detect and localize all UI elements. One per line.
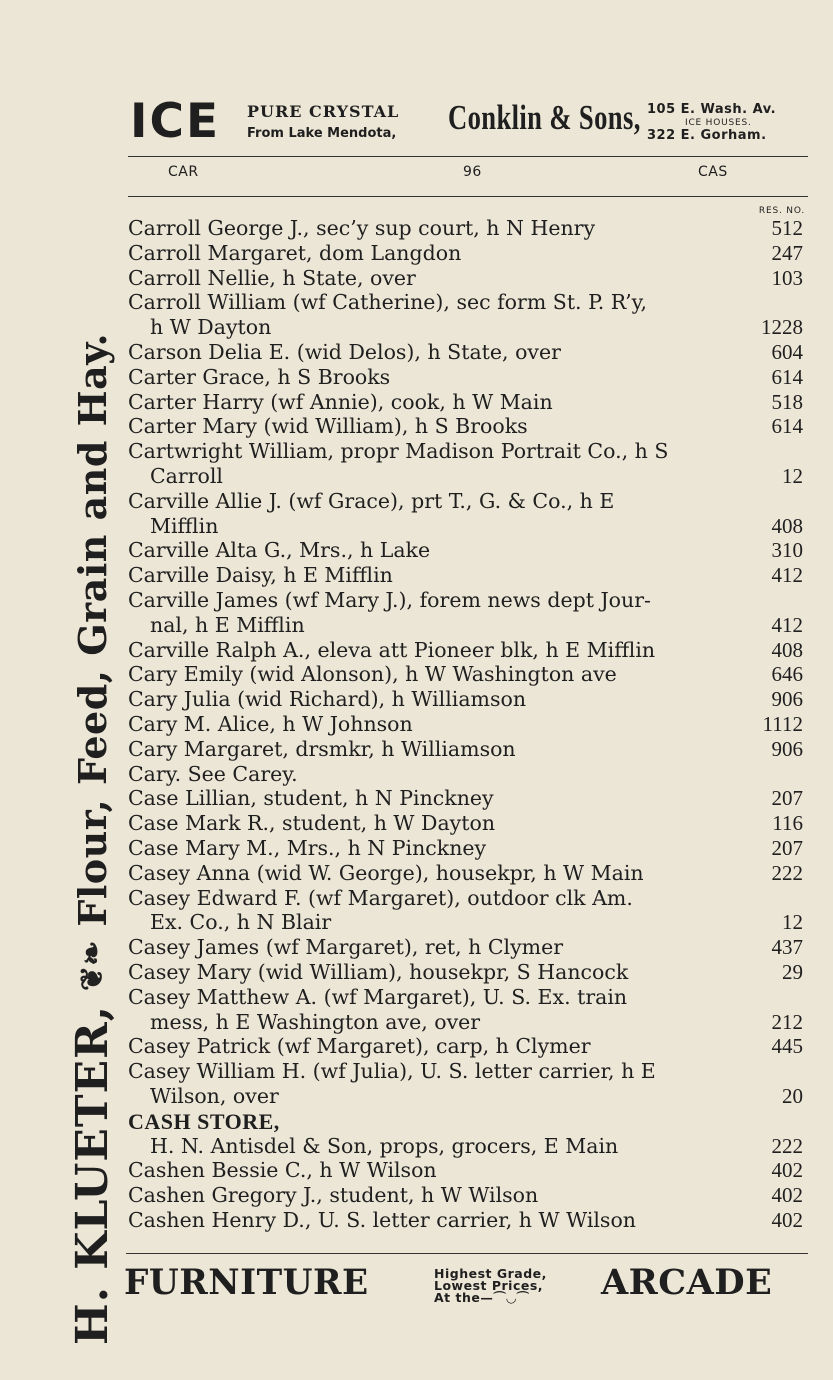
residence-number: 247 xyxy=(771,240,803,265)
entry-name: Carroll William (wf Catherine), sec form St. P. R’y, xyxy=(128,290,647,315)
ice-houses-label: ICE HOUSES. xyxy=(685,118,752,128)
directory-row xyxy=(0,340,833,365)
entry-name: Carville James (wf Mary J.), forem news dept Jour- xyxy=(128,588,651,612)
directory-row xyxy=(0,390,833,415)
directory-row xyxy=(0,1084,833,1109)
directory-row xyxy=(0,563,833,588)
residence-number: 1228 xyxy=(761,315,803,340)
residence-number: 222 xyxy=(771,1133,803,1158)
entry-name: Casey James (wf Margaret), ret, h Clymer xyxy=(128,935,564,960)
res-no-label: RES. NO. xyxy=(758,206,805,216)
furniture-headline: FURNITURE xyxy=(124,1262,369,1303)
directory-row xyxy=(0,786,833,811)
directory-row xyxy=(0,538,833,563)
residence-number: 412 xyxy=(771,612,803,637)
entry-name: Cashen Henry D., U. S. letter carrier, h W Wilson xyxy=(128,1208,636,1232)
entry-name: Carroll Nellie, h State, over xyxy=(128,265,416,290)
residence-number: 646 xyxy=(771,662,803,687)
entry-name: Casey Patrick (wf Margaret), carp, h Clymer xyxy=(128,1034,591,1059)
directory-row xyxy=(0,1183,833,1208)
ornament-icon: ❦❧ xyxy=(74,940,110,991)
directory-row xyxy=(0,1134,833,1159)
residence-number: 103 xyxy=(771,265,803,290)
residence-number: 20 xyxy=(782,1084,803,1108)
directory-row xyxy=(0,1010,833,1035)
ice-headline: ICE xyxy=(130,94,221,149)
entry-name: Carroll George J., sec’y sup court, h N Henry xyxy=(128,216,596,240)
entry-name: Carroll Margaret, dom Langdon xyxy=(128,240,462,265)
directory-row xyxy=(0,811,833,836)
directory-row xyxy=(0,985,833,1010)
entry-name: Casey Mary (wid William), housekpr, S Hancock xyxy=(128,960,629,984)
residence-number: 12 xyxy=(782,910,803,935)
directory-row xyxy=(0,662,833,687)
entry-name: Carter Mary (wid William), h S Brooks xyxy=(128,414,528,439)
residence-number: 604 xyxy=(771,340,803,364)
top-rule xyxy=(128,156,808,157)
directory-row xyxy=(0,464,833,489)
pure-crystal-text: PURE CRYSTAL xyxy=(247,102,400,121)
directory-row xyxy=(0,439,833,464)
directory-row xyxy=(0,266,833,291)
page-number: 96 xyxy=(463,164,482,180)
entry-name: Cary. See Carey. xyxy=(128,761,298,786)
directory-row xyxy=(0,365,833,390)
address-line-1: 105 E. Wash. Av. xyxy=(647,102,777,117)
entry-name: Cary M. Alice, h W Johnson xyxy=(128,712,413,736)
residence-number: 1112 xyxy=(762,712,803,736)
directory-row xyxy=(0,1208,833,1233)
directory-row xyxy=(0,886,833,911)
directory-row xyxy=(0,613,833,638)
entry-name: Carter Harry (wf Annie), cook, h W Main xyxy=(128,389,553,414)
entry-name: Casey William H. (wf Julia), U. S. letter carrier, h E xyxy=(128,1059,656,1084)
residence-number: 906 xyxy=(771,736,803,761)
residence-number: 402 xyxy=(771,1208,803,1232)
directory-row xyxy=(0,1109,833,1134)
directory-row xyxy=(0,712,833,737)
directory-row xyxy=(0,836,833,861)
directory-row xyxy=(0,638,833,663)
directory-row xyxy=(0,910,833,935)
entry-name: Carville Alta G., Mrs., h Lake xyxy=(128,538,431,563)
residence-number: 408 xyxy=(771,513,803,538)
entry-name: Cary Julia (wid Richard), h Williamson xyxy=(128,687,527,712)
entry-name: Ex. Co., h N Blair xyxy=(150,910,332,935)
residence-number: 906 xyxy=(771,687,803,712)
company-name: Conklin & Sons, xyxy=(448,98,641,137)
directory-row xyxy=(0,861,833,886)
directory-row xyxy=(0,290,833,315)
residence-number: 207 xyxy=(771,786,803,811)
directory-row xyxy=(0,216,833,241)
residence-number: 512 xyxy=(771,216,803,240)
entry-name: Carville Allie J. (wf Grace), prt T., G. & Co., h E xyxy=(128,488,615,513)
running-head-left: CAR xyxy=(168,164,199,180)
entry-name: mess, h E Washington ave, over xyxy=(150,1009,481,1034)
residence-number: 12 xyxy=(782,464,803,488)
directory-row xyxy=(0,414,833,439)
lake-mendota-text: From Lake Mendota, xyxy=(247,126,397,141)
advertiser-name: H. KLUETER, xyxy=(66,1004,118,1345)
residence-number: 437 xyxy=(771,935,803,960)
residence-number: 402 xyxy=(771,1158,803,1183)
directory-row xyxy=(0,489,833,514)
bottom-rule xyxy=(126,1253,808,1254)
entry-name: Mifflin xyxy=(150,513,219,538)
directory-row xyxy=(0,960,833,985)
directory-row xyxy=(0,588,833,613)
entry-name: H. N. Antisdel & Son, props, grocers, E Main xyxy=(150,1133,619,1158)
highest-grade-text: Highest Grade, xyxy=(434,1266,547,1281)
directory-row xyxy=(0,241,833,266)
directory-row xyxy=(0,935,833,960)
entry-name: Cashen Bessie C., h W Wilson xyxy=(128,1158,437,1183)
entry-name: Cary Margaret, drsmkr, h Williamson xyxy=(128,736,516,761)
entry-name: Case Mary M., Mrs., h N Pinckney xyxy=(128,836,487,860)
directory-row xyxy=(0,1059,833,1084)
at-the-text: At the—⌒◡⌒ xyxy=(434,1290,530,1305)
directory-row xyxy=(0,687,833,712)
directory-row xyxy=(0,737,833,762)
directory-row xyxy=(0,762,833,787)
residence-number: 207 xyxy=(771,836,803,860)
residence-number: 29 xyxy=(782,960,803,984)
entry-name: Carroll xyxy=(150,464,223,488)
residence-number: 614 xyxy=(771,364,803,389)
entry-name: Casey Edward F. (wf Margaret), outdoor clk Am. xyxy=(128,885,633,910)
entry-name: Casey Anna (wid W. George), housekpr, h W Main xyxy=(128,860,644,885)
lowest-prices-text: Lowest Prices, xyxy=(434,1278,544,1293)
residence-number: 614 xyxy=(771,414,803,439)
entry-name: Carter Grace, h S Brooks xyxy=(128,364,391,389)
residence-number: 310 xyxy=(771,538,803,563)
directory-row xyxy=(0,315,833,340)
residence-number: 518 xyxy=(771,389,803,414)
entry-name: Casey Matthew A. (wf Margaret), U. S. Ex. train xyxy=(128,984,628,1009)
residence-number: 116 xyxy=(772,811,803,836)
directory-row xyxy=(0,1034,833,1059)
running-head-right: CAS xyxy=(698,164,728,180)
ice-advertisement xyxy=(130,96,810,154)
advertised-goods: Flour, Feed, Grain and Hay. xyxy=(69,332,115,927)
directory-row xyxy=(0,1158,833,1183)
entry-name: nal, h E Mifflin xyxy=(150,612,305,637)
directory-row xyxy=(0,514,833,539)
entry-name: Case Mark R., student, h W Dayton xyxy=(128,811,496,836)
entry-name: h W Dayton xyxy=(150,315,272,340)
residence-number: 212 xyxy=(771,1009,803,1034)
entry-name: Cashen Gregory J., student, h W Wilson xyxy=(128,1183,539,1208)
header-rule xyxy=(128,196,808,197)
residence-number: 408 xyxy=(771,637,803,662)
address-line-2: 322 E. Gorham. xyxy=(647,128,767,143)
entry-name: Carville Ralph A., eleva att Pioneer blk, h E Mifflin xyxy=(128,637,656,662)
arcade-headline: ARCADE xyxy=(601,1262,773,1303)
residence-number: 445 xyxy=(771,1034,803,1059)
entry-name: Carson Delia E. (wid Delos), h State, over xyxy=(128,340,561,364)
entry-name: Cartwright William, propr Madison Portrait Co., h S xyxy=(128,439,669,464)
residence-number: 412 xyxy=(771,563,803,588)
entry-name: Carville Daisy, h E Mifflin xyxy=(128,563,393,588)
business-heading: CASH STORE, xyxy=(128,1108,280,1134)
residence-number: 222 xyxy=(771,860,803,885)
entry-name: Wilson, over xyxy=(150,1084,279,1108)
residence-number: 402 xyxy=(771,1183,803,1208)
entry-name: Cary Emily (wid Alonson), h W Washington ave xyxy=(128,662,617,687)
entry-name: Case Lillian, student, h N Pinckney xyxy=(128,786,494,811)
